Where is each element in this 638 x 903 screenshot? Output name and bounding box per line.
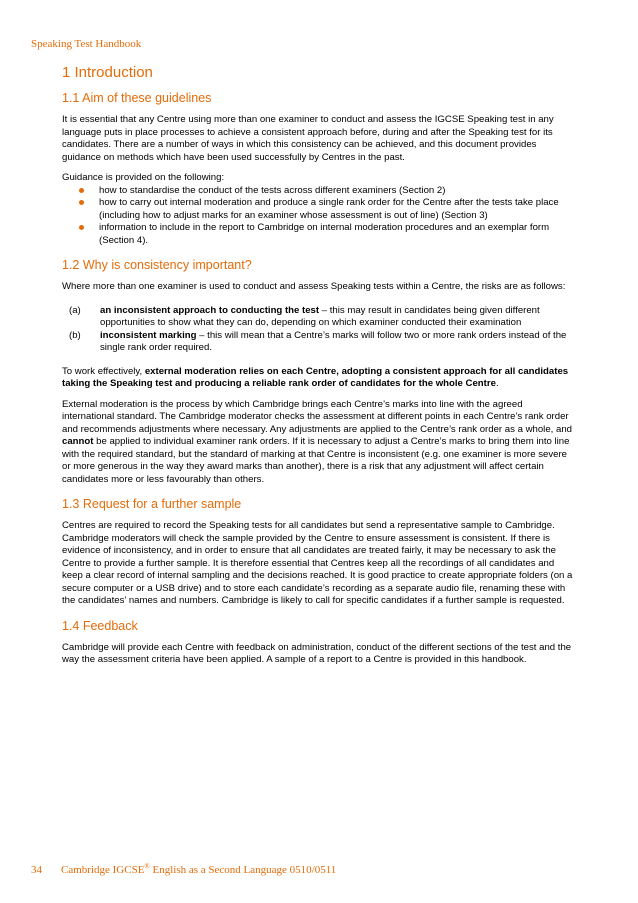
subsection-title-consistency: 1.2 Why is consistency important? (62, 258, 252, 272)
external-moderation-summary: To work effectively, external moderation relies on each Centre, adopting a consistent approach for all candidates taking the Speaking test and producing a reliable rank order of candidates for the whole Centre. (62, 365, 569, 389)
list-item: information to include in the report to Cambridge on internal moderation procedures and an exemplar form (Section 4). (62, 222, 576, 247)
guidance-intro: Guidance is provided on the following: (62, 172, 225, 183)
footer-title: Cambridge IGCSE® English as a Second Language 0510/0511 (61, 862, 337, 876)
aim-paragraph: It is essential that any Centre using more than one examiner to conduct and assess the IGCSE Speaking test in any language puts in place processes to achieve a consistent approach before, during and after the Speaking test for its candidates. There are a number of ways in which this consistency can be achieved, and this document provides guidance on methods which have been used successfully by Centres in the past. (62, 114, 554, 163)
risks-intro: Where more than one examiner is used to conduct and assess Speaking tests within a Centre, the risks are as follows: (62, 281, 566, 292)
page-number: 34 (31, 863, 42, 876)
subsection-title-aim: 1.1 Aim of these guidelines (62, 91, 212, 105)
further-sample-paragraph: Centres are required to record the Speaking tests for all candidates but send a representative sample to Cambridge. Cambridge moderators will check the sample provided by the Centre to ensure assessment is consistent. If there is evidence of inconsistency, and in order to ensure that all candidates are treated fairly, it may be necessary to ask the Centre to provide a further sample. It is therefore essential that Centres keep all the recordings of all candidates and keep a clear record of internal sampling and the decisions reached. It is good practice to create appropriate folders (on a secure computer or a USB drive) and to store each candidate’s recording as a separate audio file, renaming these with the candidates’ names and numbers. Cambridge is likely to call for specific candidates if a further sample is requested. (62, 520, 573, 606)
page-content (62, 64, 576, 667)
subsection-title-further-sample: 1.3 Request for a further sample (62, 497, 242, 511)
bullet-icon (79, 188, 84, 193)
section-title-introduction: 1 Introduction (62, 64, 153, 81)
risks-list (62, 305, 576, 355)
guidance-list (62, 185, 576, 248)
bullet-icon (79, 225, 84, 230)
subsection-title-feedback: 1.4 Feedback (62, 618, 138, 633)
list-item: how to carry out internal moderation and produce a single rank order for the Centre after the tests take place (including how to adjust marks for an examiner whose assessment is out of line) (Section 3) (62, 197, 576, 222)
external-moderation-paragraph: External moderation is the process by which Cambridge brings each Centre’s marks into line with the agreed international standard. The Cambridge moderator checks the assessment at different points in each Centre’s rank order and recommends adjustments where necessary. Any adjustments are applied to the Centre’s rank order as a whole, and cannot be applied to individual examiner rank orders. If it is necessary to adjust a Centre’s marks to bring them into line with the required standard, but the standard of marking at that Centre is inconsistent (e.g. one examiner is more severe or more generous in the way they award marks than another), there is a risk that any adjustment will affect certain candidates more or less favourably than others. (62, 398, 572, 485)
list-item: (b) inconsistent marking – this will mean that a Centre’s marks will follow two or more rank orders instead of the single rank order required. (69, 329, 567, 353)
running-header: Speaking Test Handbook (31, 38, 142, 50)
bullet-icon (79, 200, 84, 205)
feedback-paragraph: Cambridge will provide each Centre with feedback on administration, conduct of the different sections of the test and the way the assessment criteria have been applied. A sample of a report to a Centre is provided in this handbook. (62, 641, 572, 665)
list-item: (a) an inconsistent approach to conducting the test – this may result in candidates being given different opportunities to show what they can do, depending on which examiner conducted their examination (69, 304, 540, 328)
page-footer (31, 862, 336, 876)
list-item: how to standardise the conduct of the tests across different examiners (Section 2) (62, 185, 576, 198)
